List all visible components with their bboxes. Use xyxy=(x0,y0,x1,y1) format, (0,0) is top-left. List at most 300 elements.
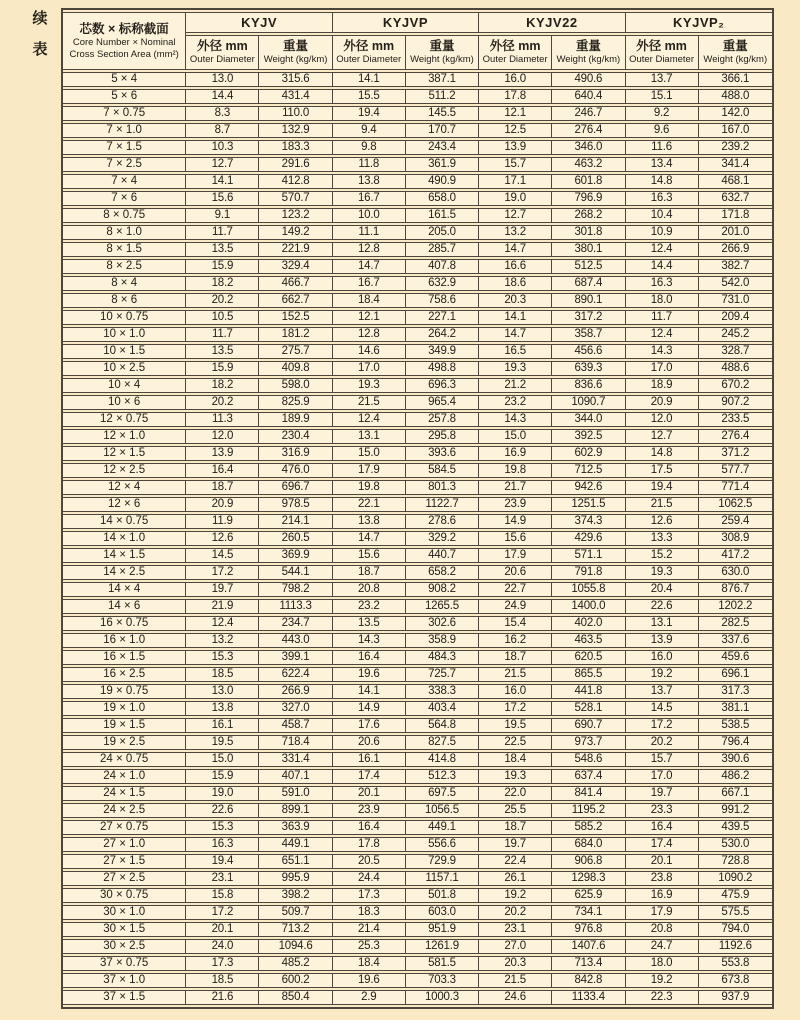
value-cell: 15.6 xyxy=(479,531,552,546)
value-cell: 10.3 xyxy=(186,140,259,155)
value-cell: 19.8 xyxy=(333,480,406,495)
table-row xyxy=(63,667,772,682)
value-cell: 14.4 xyxy=(626,259,699,274)
value-cell: 841.4 xyxy=(552,786,625,801)
value-cell: 1261.9 xyxy=(406,939,479,954)
value-cell: 1133.4 xyxy=(552,990,625,1005)
value-cell: 392.5 xyxy=(552,429,625,444)
weight-label-zh: 重量 xyxy=(429,39,455,54)
value-cell: 15.6 xyxy=(333,548,406,563)
value-cell: 19.2 xyxy=(626,973,699,988)
value-cell: 17.0 xyxy=(626,769,699,784)
spec-cell: 5 × 4 xyxy=(63,72,186,87)
value-cell: 620.5 xyxy=(552,650,625,665)
value-cell: 468.1 xyxy=(699,174,772,189)
spec-cell: 7 × 1.0 xyxy=(63,123,186,138)
value-cell: 17.2 xyxy=(186,905,259,920)
kyjv-weight-header xyxy=(259,35,332,70)
spec-cell: 8 × 0.75 xyxy=(63,208,186,223)
group-header-kyjvp: KYJVP xyxy=(333,12,479,33)
value-cell: 662.7 xyxy=(259,293,332,308)
spec-cell: 14 × 0.75 xyxy=(63,514,186,529)
value-cell: 301.8 xyxy=(552,225,625,240)
value-cell: 23.2 xyxy=(333,599,406,614)
value-cell: 2.9 xyxy=(333,990,406,1005)
value-cell: 16.3 xyxy=(626,276,699,291)
value-cell: 260.5 xyxy=(259,531,332,546)
value-cell: 13.5 xyxy=(333,616,406,631)
spec-cell: 27 × 1.0 xyxy=(63,837,186,852)
value-cell: 548.6 xyxy=(552,752,625,767)
value-cell: 19.0 xyxy=(479,191,552,206)
value-cell: 16.5 xyxy=(479,344,552,359)
table-row xyxy=(63,616,772,631)
table-row xyxy=(63,803,772,818)
value-cell: 601.8 xyxy=(552,174,625,189)
value-cell: 22.1 xyxy=(333,497,406,512)
value-cell: 18.7 xyxy=(333,565,406,580)
value-cell: 15.5 xyxy=(333,89,406,104)
value-cell: 1298.3 xyxy=(552,871,625,886)
table-row xyxy=(63,123,772,138)
table-row xyxy=(63,395,772,410)
value-cell: 14.1 xyxy=(333,72,406,87)
value-cell: 14.8 xyxy=(626,174,699,189)
table-row xyxy=(63,89,772,104)
value-cell: 13.1 xyxy=(333,429,406,444)
value-cell: 801.3 xyxy=(406,480,479,495)
value-cell: 409.8 xyxy=(259,361,332,376)
value-cell: 17.4 xyxy=(333,769,406,784)
value-cell: 19.5 xyxy=(479,718,552,733)
value-cell: 23.3 xyxy=(626,803,699,818)
value-cell: 976.8 xyxy=(552,922,625,937)
value-cell: 13.5 xyxy=(186,344,259,359)
outer-diameter-label-zh: 外径 mm xyxy=(636,39,687,54)
kyjvp-weight-header xyxy=(406,35,479,70)
spec-cell: 19 × 2.5 xyxy=(63,735,186,750)
continued-table-char-2: 表 xyxy=(32,41,48,58)
table-row xyxy=(63,718,772,733)
table-row xyxy=(63,990,772,1005)
value-cell: 19.3 xyxy=(479,361,552,376)
spec-column-header xyxy=(63,12,186,70)
value-cell: 890.1 xyxy=(552,293,625,308)
table-row xyxy=(63,497,772,512)
value-cell: 361.9 xyxy=(406,157,479,172)
value-cell: 15.4 xyxy=(479,616,552,631)
value-cell: 189.9 xyxy=(259,412,332,427)
value-cell: 17.3 xyxy=(333,888,406,903)
value-cell: 13.8 xyxy=(333,174,406,189)
value-cell: 21.4 xyxy=(333,922,406,937)
value-cell: 466.7 xyxy=(259,276,332,291)
value-cell: 20.8 xyxy=(333,582,406,597)
value-cell: 20.6 xyxy=(479,565,552,580)
table-row xyxy=(63,956,772,971)
value-cell: 771.4 xyxy=(699,480,772,495)
value-cell: 16.0 xyxy=(479,72,552,87)
value-cell: 538.5 xyxy=(699,718,772,733)
value-cell: 338.3 xyxy=(406,684,479,699)
value-cell: 17.2 xyxy=(186,565,259,580)
value-cell: 16.6 xyxy=(479,259,552,274)
weight-label-en: Weight (kg/km) xyxy=(263,54,328,66)
value-cell: 825.9 xyxy=(259,395,332,410)
value-cell: 1192.6 xyxy=(699,939,772,954)
table-row xyxy=(63,242,772,257)
value-cell: 1122.7 xyxy=(406,497,479,512)
table-row xyxy=(63,361,772,376)
value-cell: 20.5 xyxy=(333,854,406,869)
value-cell: 906.8 xyxy=(552,854,625,869)
weight-label-en: Weight (kg/km) xyxy=(410,54,474,66)
outer-diameter-label-zh: 外径 mm xyxy=(489,39,541,54)
value-cell: 1056.5 xyxy=(406,803,479,818)
spec-header-en-line2: Cross Section Area (mm²) xyxy=(69,48,179,60)
value-cell: 908.2 xyxy=(406,582,479,597)
value-cell: 221.9 xyxy=(259,242,332,257)
continued-table-char-1: 续 xyxy=(32,10,48,27)
value-cell: 26.1 xyxy=(479,871,552,886)
value-cell: 381.1 xyxy=(699,701,772,716)
value-cell: 544.1 xyxy=(259,565,332,580)
value-cell: 14.7 xyxy=(479,327,552,342)
value-cell: 713.2 xyxy=(259,922,332,937)
value-cell: 11.8 xyxy=(333,157,406,172)
value-cell: 528.1 xyxy=(552,701,625,716)
value-cell: 14.8 xyxy=(626,446,699,461)
value-cell: 20.2 xyxy=(626,735,699,750)
value-cell: 11.7 xyxy=(186,327,259,342)
value-cell: 20.9 xyxy=(186,497,259,512)
value-cell: 20.2 xyxy=(186,293,259,308)
value-cell: 15.0 xyxy=(333,446,406,461)
value-cell: 632.9 xyxy=(406,276,479,291)
value-cell: 25.3 xyxy=(333,939,406,954)
table-row xyxy=(63,225,772,240)
value-cell: 13.0 xyxy=(186,72,259,87)
value-cell: 713.4 xyxy=(552,956,625,971)
value-cell: 22.7 xyxy=(479,582,552,597)
value-cell: 16.3 xyxy=(186,837,259,852)
value-cell: 14.3 xyxy=(479,412,552,427)
value-cell: 632.7 xyxy=(699,191,772,206)
value-cell: 259.4 xyxy=(699,514,772,529)
value-cell: 1090.2 xyxy=(699,871,772,886)
value-cell: 17.9 xyxy=(479,548,552,563)
value-cell: 486.2 xyxy=(699,769,772,784)
value-cell: 581.5 xyxy=(406,956,479,971)
table-row xyxy=(63,701,772,716)
group-header-kyjv22: KYJV22 xyxy=(479,12,625,33)
cable-spec-table xyxy=(63,10,772,1007)
value-cell: 13.1 xyxy=(626,616,699,631)
value-cell: 19.4 xyxy=(333,106,406,121)
value-cell: 18.3 xyxy=(333,905,406,920)
table-row xyxy=(63,905,772,920)
value-cell: 794.0 xyxy=(699,922,772,937)
value-cell: 20.1 xyxy=(626,854,699,869)
spec-cell: 27 × 1.5 xyxy=(63,854,186,869)
table-row xyxy=(63,582,772,597)
value-cell: 25.5 xyxy=(479,803,552,818)
value-cell: 19.7 xyxy=(626,786,699,801)
value-cell: 24.4 xyxy=(333,871,406,886)
value-cell: 13.8 xyxy=(186,701,259,716)
value-cell: 1113.3 xyxy=(259,599,332,614)
value-cell: 1090.7 xyxy=(552,395,625,410)
value-cell: 16.4 xyxy=(333,650,406,665)
value-cell: 18.4 xyxy=(479,752,552,767)
value-cell: 316.9 xyxy=(259,446,332,461)
value-cell: 15.9 xyxy=(186,769,259,784)
table-row xyxy=(63,531,772,546)
table-row xyxy=(63,72,772,87)
table-row xyxy=(63,922,772,937)
value-cell: 10.4 xyxy=(626,208,699,223)
value-cell: 12.1 xyxy=(333,310,406,325)
spec-header-en-line1: Core Number × Nominal xyxy=(72,37,176,48)
value-cell: 15.0 xyxy=(186,752,259,767)
value-cell: 19.0 xyxy=(186,786,259,801)
value-cell: 456.6 xyxy=(552,344,625,359)
spec-cell: 16 × 1.0 xyxy=(63,633,186,648)
spec-cell: 5 × 6 xyxy=(63,89,186,104)
value-cell: 257.8 xyxy=(406,412,479,427)
value-cell: 417.2 xyxy=(699,548,772,563)
value-cell: 16.0 xyxy=(626,650,699,665)
value-cell: 291.6 xyxy=(259,157,332,172)
continued-table-label xyxy=(30,3,50,65)
value-cell: 542.0 xyxy=(699,276,772,291)
table-row xyxy=(63,276,772,291)
table-row xyxy=(63,310,772,325)
value-cell: 12.6 xyxy=(626,514,699,529)
value-cell: 14.6 xyxy=(333,344,406,359)
value-cell: 245.2 xyxy=(699,327,772,342)
table-row xyxy=(63,106,772,121)
table-row xyxy=(63,837,772,852)
value-cell: 17.9 xyxy=(626,905,699,920)
value-cell: 439.5 xyxy=(699,820,772,835)
value-cell: 390.6 xyxy=(699,752,772,767)
value-cell: 14.9 xyxy=(333,701,406,716)
table-row xyxy=(63,973,772,988)
value-cell: 399.1 xyxy=(259,650,332,665)
value-cell: 441.8 xyxy=(552,684,625,699)
value-cell: 14.9 xyxy=(479,514,552,529)
spec-cell: 16 × 2.5 xyxy=(63,667,186,682)
value-cell: 17.2 xyxy=(479,701,552,716)
value-cell: 712.5 xyxy=(552,463,625,478)
value-cell: 1265.5 xyxy=(406,599,479,614)
weight-label-zh: 重量 xyxy=(722,39,748,54)
value-cell: 19.3 xyxy=(626,565,699,580)
value-cell: 11.6 xyxy=(626,140,699,155)
value-cell: 243.4 xyxy=(406,140,479,155)
value-cell: 123.2 xyxy=(259,208,332,223)
value-cell: 13.9 xyxy=(626,633,699,648)
value-cell: 145.5 xyxy=(406,106,479,121)
value-cell: 374.3 xyxy=(552,514,625,529)
value-cell: 758.6 xyxy=(406,293,479,308)
value-cell: 798.2 xyxy=(259,582,332,597)
value-cell: 942.6 xyxy=(552,480,625,495)
value-cell: 358.7 xyxy=(552,327,625,342)
value-cell: 387.1 xyxy=(406,72,479,87)
value-cell: 584.5 xyxy=(406,463,479,478)
value-cell: 12.8 xyxy=(333,327,406,342)
table-row xyxy=(63,565,772,580)
value-cell: 337.6 xyxy=(699,633,772,648)
value-cell: 170.7 xyxy=(406,123,479,138)
value-cell: 8.7 xyxy=(186,123,259,138)
spec-cell: 14 × 1.0 xyxy=(63,531,186,546)
spec-cell: 19 × 1.0 xyxy=(63,701,186,716)
value-cell: 18.2 xyxy=(186,378,259,393)
value-cell: 20.8 xyxy=(626,922,699,937)
outer-diameter-label-en: Outer Diameter xyxy=(336,54,402,66)
value-cell: 512.5 xyxy=(552,259,625,274)
value-cell: 696.7 xyxy=(259,480,332,495)
value-cell: 15.6 xyxy=(186,191,259,206)
table-row xyxy=(63,514,772,529)
value-cell: 449.1 xyxy=(259,837,332,852)
value-cell: 9.6 xyxy=(626,123,699,138)
value-cell: 509.7 xyxy=(259,905,332,920)
value-cell: 266.9 xyxy=(259,684,332,699)
value-cell: 346.0 xyxy=(552,140,625,155)
table-row xyxy=(63,174,772,189)
spec-cell: 12 × 1.0 xyxy=(63,429,186,444)
value-cell: 152.5 xyxy=(259,310,332,325)
spec-cell: 7 × 4 xyxy=(63,174,186,189)
value-cell: 276.4 xyxy=(552,123,625,138)
value-cell: 285.7 xyxy=(406,242,479,257)
value-cell: 15.9 xyxy=(186,361,259,376)
value-cell: 14.1 xyxy=(333,684,406,699)
value-cell: 344.0 xyxy=(552,412,625,427)
value-cell: 603.0 xyxy=(406,905,479,920)
value-cell: 17.9 xyxy=(333,463,406,478)
value-cell: 827.5 xyxy=(406,735,479,750)
value-cell: 13.7 xyxy=(626,684,699,699)
value-cell: 488.0 xyxy=(699,89,772,104)
value-cell: 308.9 xyxy=(699,531,772,546)
value-cell: 110.0 xyxy=(259,106,332,121)
value-cell: 27.0 xyxy=(479,939,552,954)
value-cell: 14.1 xyxy=(186,174,259,189)
value-cell: 268.2 xyxy=(552,208,625,223)
spec-cell: 8 × 4 xyxy=(63,276,186,291)
table-row xyxy=(63,157,772,172)
value-cell: 850.4 xyxy=(259,990,332,1005)
value-cell: 21.6 xyxy=(186,990,259,1005)
value-cell: 429.6 xyxy=(552,531,625,546)
value-cell: 407.1 xyxy=(259,769,332,784)
value-cell: 19.2 xyxy=(626,667,699,682)
value-cell: 8.3 xyxy=(186,106,259,121)
group-header-kyjvp2: KYJVP₂ xyxy=(626,12,772,33)
outer-diameter-label-en: Outer Diameter xyxy=(629,54,694,66)
value-cell: 10.0 xyxy=(333,208,406,223)
table-row xyxy=(63,633,772,648)
value-cell: 17.1 xyxy=(479,174,552,189)
value-cell: 640.4 xyxy=(552,89,625,104)
value-cell: 329.2 xyxy=(406,531,479,546)
value-cell: 149.2 xyxy=(259,225,332,240)
value-cell: 17.8 xyxy=(479,89,552,104)
value-cell: 132.9 xyxy=(259,123,332,138)
value-cell: 14.3 xyxy=(626,344,699,359)
spec-cell: 10 × 1.0 xyxy=(63,327,186,342)
table-row xyxy=(63,208,772,223)
value-cell: 485.2 xyxy=(259,956,332,971)
value-cell: 17.0 xyxy=(626,361,699,376)
table-row xyxy=(63,480,772,495)
value-cell: 142.0 xyxy=(699,106,772,121)
value-cell: 12.0 xyxy=(186,429,259,444)
value-cell: 9.4 xyxy=(333,123,406,138)
value-cell: 328.7 xyxy=(699,344,772,359)
value-cell: 12.7 xyxy=(626,429,699,444)
value-cell: 233.5 xyxy=(699,412,772,427)
value-cell: 17.0 xyxy=(333,361,406,376)
value-cell: 842.8 xyxy=(552,973,625,988)
value-cell: 530.0 xyxy=(699,837,772,852)
value-cell: 17.6 xyxy=(333,718,406,733)
value-cell: 14.7 xyxy=(333,531,406,546)
value-cell: 11.3 xyxy=(186,412,259,427)
outer-diameter-label-en: Outer Diameter xyxy=(189,54,255,66)
value-cell: 230.4 xyxy=(259,429,332,444)
value-cell: 407.8 xyxy=(406,259,479,274)
value-cell: 246.7 xyxy=(552,106,625,121)
value-cell: 22.3 xyxy=(626,990,699,1005)
spec-cell: 37 × 1.5 xyxy=(63,990,186,1005)
value-cell: 490.6 xyxy=(552,72,625,87)
value-cell: 484.3 xyxy=(406,650,479,665)
value-cell: 791.8 xyxy=(552,565,625,580)
value-cell: 402.0 xyxy=(552,616,625,631)
value-cell: 14.3 xyxy=(333,633,406,648)
value-cell: 181.2 xyxy=(259,327,332,342)
value-cell: 21.5 xyxy=(626,497,699,512)
value-cell: 23.8 xyxy=(626,871,699,886)
value-cell: 937.9 xyxy=(699,990,772,1005)
value-cell: 490.9 xyxy=(406,174,479,189)
value-cell: 575.5 xyxy=(699,905,772,920)
spec-cell: 30 × 1.5 xyxy=(63,922,186,937)
value-cell: 12.4 xyxy=(626,327,699,342)
value-cell: 14.5 xyxy=(626,701,699,716)
value-cell: 13.7 xyxy=(626,72,699,87)
spec-cell: 24 × 1.5 xyxy=(63,786,186,801)
spec-cell: 8 × 1.5 xyxy=(63,242,186,257)
value-cell: 431.4 xyxy=(259,89,332,104)
value-cell: 19.5 xyxy=(186,735,259,750)
spec-cell: 19 × 0.75 xyxy=(63,684,186,699)
value-cell: 282.5 xyxy=(699,616,772,631)
value-cell: 20.2 xyxy=(186,395,259,410)
value-cell: 15.3 xyxy=(186,820,259,835)
value-cell: 10.5 xyxy=(186,310,259,325)
value-cell: 458.7 xyxy=(259,718,332,733)
spec-cell: 12 × 6 xyxy=(63,497,186,512)
value-cell: 498.8 xyxy=(406,361,479,376)
table-row xyxy=(63,548,772,563)
